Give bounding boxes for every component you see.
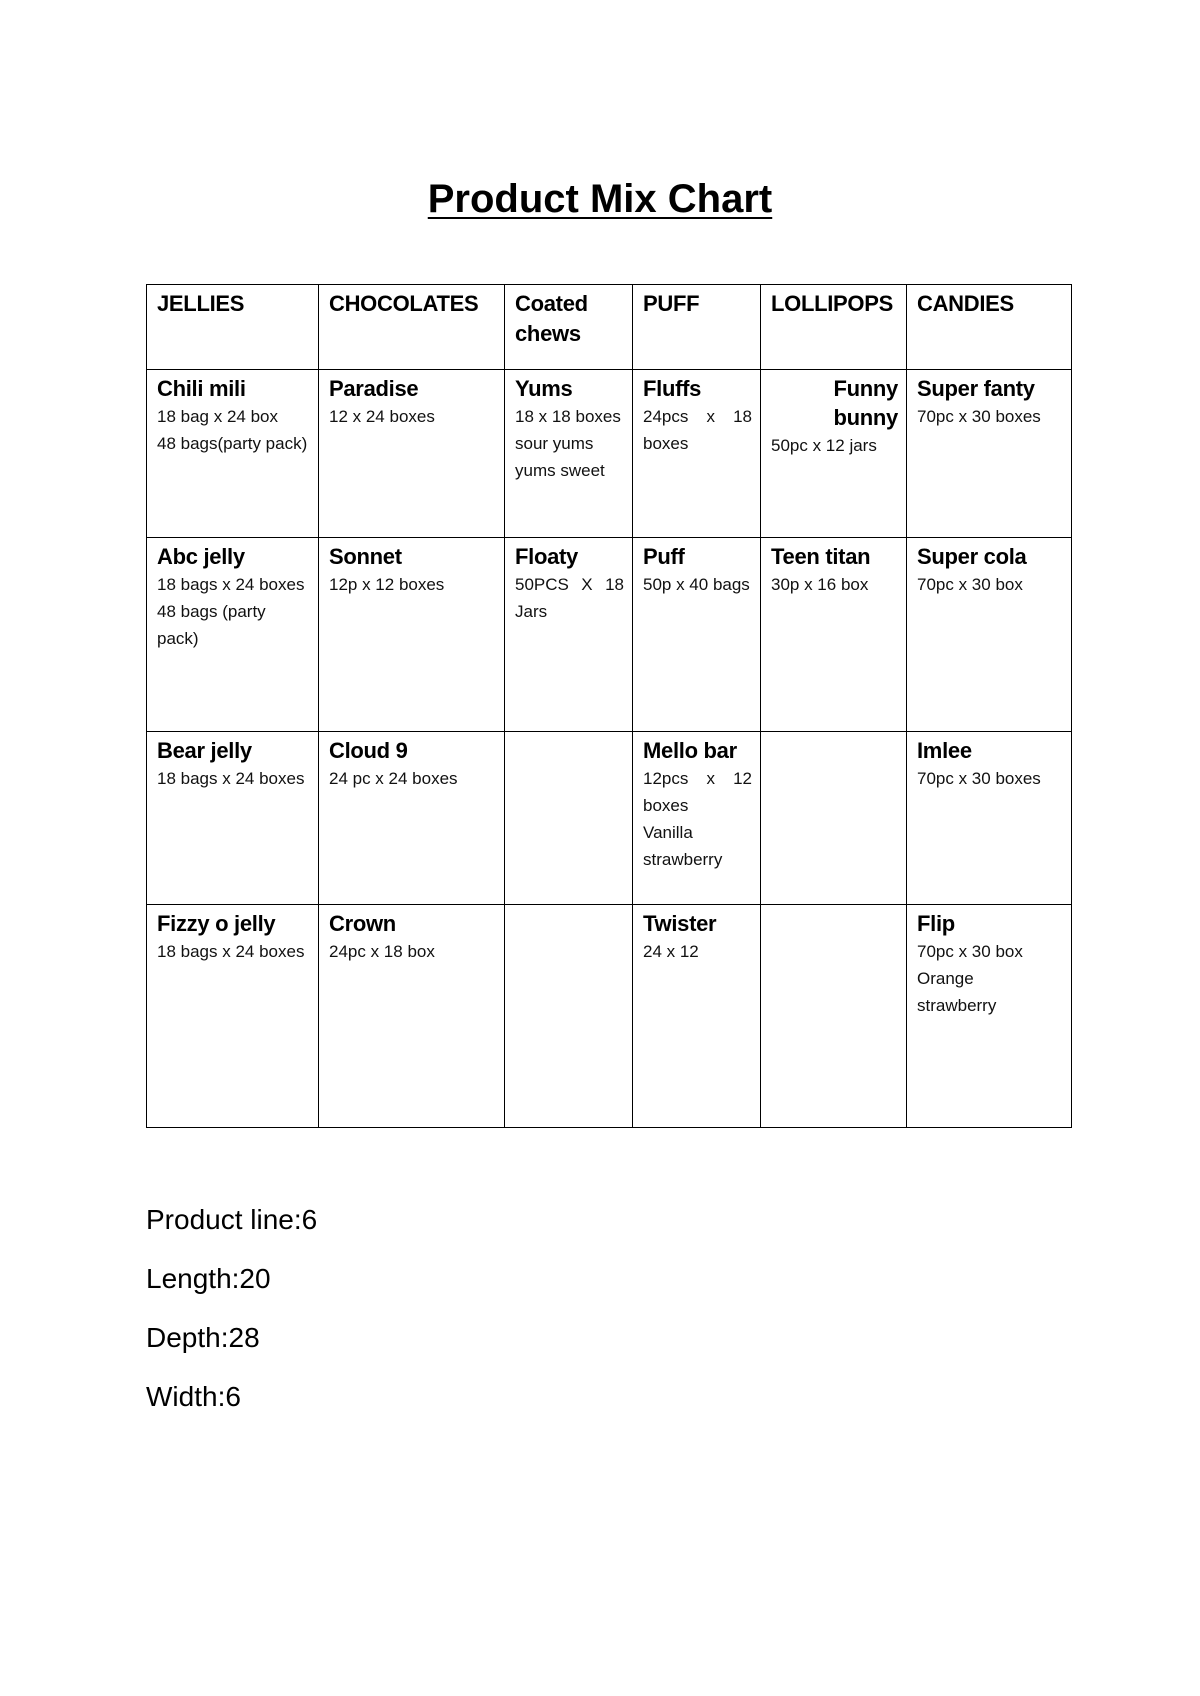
table-cell	[505, 370, 633, 538]
table-row	[147, 370, 1072, 538]
header-cell-chocolates	[319, 285, 505, 370]
header-cell-jellies	[147, 285, 319, 370]
table-cell	[761, 370, 907, 538]
table-cell	[319, 370, 505, 538]
product-detail: 50pc x 12 jars	[771, 436, 877, 455]
table-cell	[147, 370, 319, 538]
table-cell	[907, 538, 1072, 732]
table-cell-empty	[505, 905, 633, 1128]
product-detail: 24pcs x 18 boxes	[643, 407, 752, 453]
product-name: Fluffs	[643, 376, 702, 401]
product-detail: 18 bag x 24 box	[157, 407, 278, 426]
product-name: Funny bunny	[833, 376, 898, 430]
product-detail: 48 bags(party pack)	[157, 434, 308, 453]
product-name: Twister	[643, 911, 717, 936]
table-cell	[633, 538, 761, 732]
product-detail: 50PCS X 18 Jars	[515, 575, 624, 621]
table-cell	[907, 905, 1072, 1128]
column-header: Coated chews	[515, 291, 588, 346]
product-name: Floaty	[515, 544, 578, 569]
product-name: Crown	[329, 911, 396, 936]
table-cell	[633, 732, 761, 905]
table-cell	[505, 538, 633, 732]
product-line-stat: Product line:6	[146, 1204, 318, 1235]
product-detail: 12 x 24 boxes	[329, 407, 435, 426]
table-row	[147, 538, 1072, 732]
width-stat: Width:6	[146, 1381, 241, 1412]
table-row	[147, 905, 1072, 1128]
product-detail: 18 bags x 24 boxes	[157, 769, 305, 788]
table-cell	[319, 905, 505, 1128]
column-header: CHOCOLATES	[329, 291, 479, 316]
product-name: Bear jelly	[157, 738, 252, 763]
product-name: Super cola	[917, 544, 1027, 569]
product-detail: 12pcs x 12 boxes	[643, 769, 752, 815]
table-cell	[147, 732, 319, 905]
product-detail: strawberry	[643, 850, 723, 869]
product-detail: 48 bags (party pack)	[157, 602, 266, 648]
column-header: LOLLIPOPS	[771, 291, 893, 316]
product-detail: strawberry	[917, 996, 997, 1015]
product-name: Cloud 9	[329, 738, 408, 763]
product-detail: 18 x 18 boxes	[515, 407, 621, 426]
table-cell	[633, 905, 761, 1128]
product-detail: 50p x 40 bags	[643, 575, 750, 594]
product-name: Puff	[643, 544, 685, 569]
table-cell	[319, 538, 505, 732]
product-name: Yums	[515, 376, 573, 401]
page-title: Product Mix Chart	[427, 176, 773, 221]
table-cell	[633, 370, 761, 538]
length-stat: Length:20	[146, 1263, 271, 1294]
product-name: Teen titan	[771, 544, 871, 569]
table-cell	[147, 538, 319, 732]
table-cell	[761, 538, 907, 732]
product-name: Paradise	[329, 376, 419, 401]
product-detail: yums sweet	[515, 461, 605, 480]
product-detail: 70pc x 30 boxes	[917, 407, 1041, 426]
table-cell-empty	[761, 732, 907, 905]
product-detail: 12p x 12 boxes	[329, 575, 445, 594]
column-header: CANDIES	[917, 291, 1014, 316]
product-name: Fizzy o jelly	[157, 911, 276, 936]
product-detail: 18 bags x 24 boxes	[157, 942, 305, 961]
column-header: JELLIES	[157, 291, 245, 316]
column-header: PUFF	[643, 291, 700, 316]
depth-stat: Depth:28	[146, 1322, 260, 1353]
table-cell	[907, 732, 1072, 905]
table-cell-empty	[761, 905, 907, 1128]
table-row	[147, 732, 1072, 905]
product-detail: Vanilla	[643, 823, 693, 842]
header-cell-coated-chews	[505, 285, 633, 370]
product-detail: Orange	[917, 969, 974, 988]
product-detail: 18 bags x 24 boxes	[157, 575, 305, 594]
product-detail: 70pc x 30 boxes	[917, 769, 1041, 788]
table-cell	[147, 905, 319, 1128]
product-name: Sonnet	[329, 544, 402, 569]
product-detail: 70pc x 30 box	[917, 942, 1023, 961]
product-name: Flip	[917, 911, 955, 936]
header-cell-puff	[633, 285, 761, 370]
product-detail: sour yums	[515, 434, 594, 453]
product-detail: 70pc x 30 box	[917, 575, 1023, 594]
product-name: Imlee	[917, 738, 972, 763]
table-cell	[907, 370, 1072, 538]
summary-block	[146, 1190, 317, 1426]
product-detail: 24 pc x 24 boxes	[329, 769, 458, 788]
table-cell-empty	[505, 732, 633, 905]
product-detail: 24 x 12	[643, 942, 699, 961]
table-header-row	[147, 285, 1072, 370]
table-cell	[319, 732, 505, 905]
header-cell-lollipops	[761, 285, 907, 370]
product-detail: 24pc x 18 box	[329, 942, 435, 961]
product-name: Super fanty	[917, 376, 1035, 401]
product-name: Abc jelly	[157, 544, 245, 569]
product-name: Mello bar	[643, 738, 737, 763]
product-mix-table	[146, 284, 1072, 1128]
header-cell-candies	[907, 285, 1072, 370]
product-detail: 30p x 16 box	[771, 575, 869, 594]
product-name: Chili mili	[157, 376, 246, 401]
